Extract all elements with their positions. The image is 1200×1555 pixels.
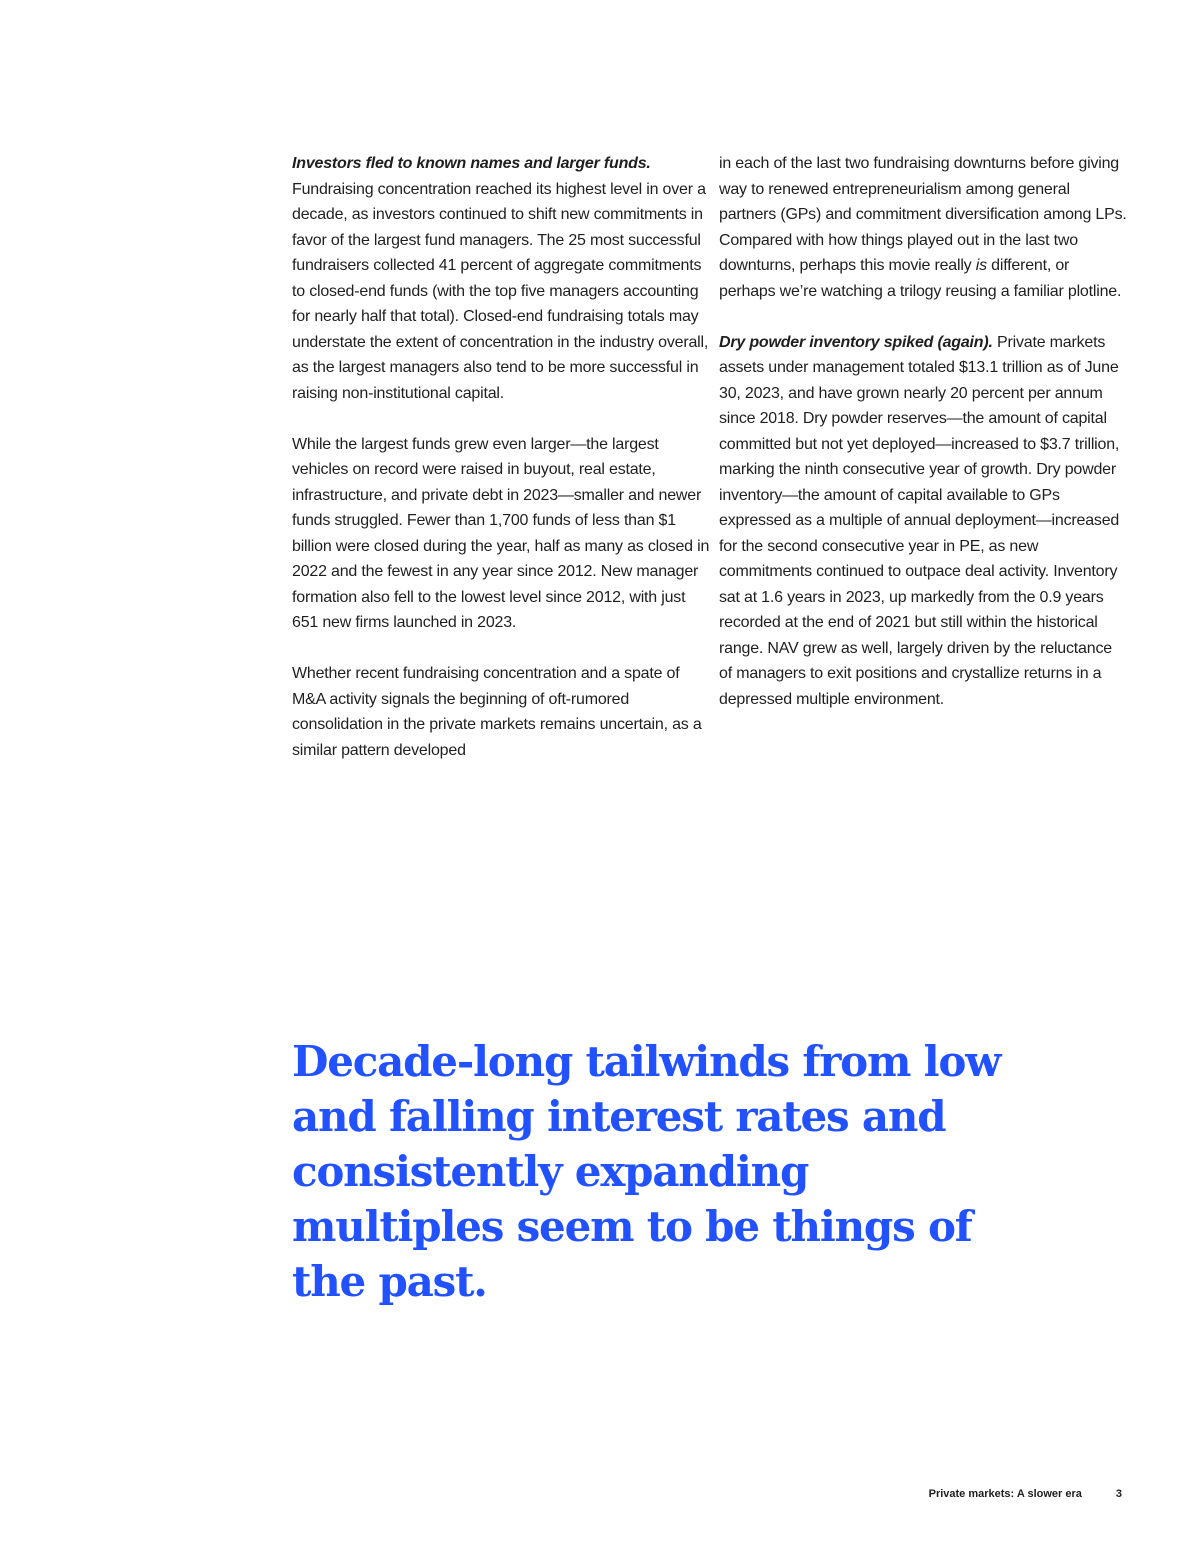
right-column bbox=[719, 151, 1129, 738]
paragraph-text: Private markets assets under management totaled $13.1 trillion as of June 30, 2023, and have grown nearly 20 percent per annum since 2018. Dry powder reserves—the amount of capital committed but not yet deployed—increased to $3.7 trillion, marking the ninth consecutive year of growth. Dry powder inventory—the amount of capital available to GPs expressed as a multiple of annual deployment—increased for the second consecutive year in PE, as new commitments continued to outpace deal activity. Inventory sat at 1.6 years in 2023, up markedly from the 0.9 years recorded at the end of 2021 but still within the historical range. NAV grew as well, largely driven by the reluctance of managers to exit positions and crystallize returns in a depressed multiple environment. bbox=[719, 333, 1120, 708]
paragraph-lead: Investors fled to known names and larger funds. bbox=[292, 155, 651, 172]
paragraph-downturns bbox=[719, 151, 1129, 304]
paragraph-text: different, or perhaps we’re watching a trilogy reusing a familiar plotline. bbox=[719, 257, 1122, 300]
paragraph-concentration bbox=[292, 151, 712, 406]
paragraph-lead: Dry powder inventory spiked (again). bbox=[719, 333, 993, 351]
pull-quote: Decade-long tailwinds from low and falling interest rates and consistently expanding multiples seem to be things of the past. bbox=[292, 1037, 1001, 1306]
paragraph-consolidation: Whether recent fundraising concentration and a spate of M&A activity signals the beginning of oft-rumored consolidation in the private markets remains uncertain, as a similar pattern developed bbox=[292, 665, 702, 759]
page-number: 3 bbox=[1115, 1488, 1122, 1500]
paragraph-largest-funds: While the largest funds grew even larger—the largest vehicles on record were raised in buyout, real estate, infrastructure, and private debt in 2023—smaller and newer funds struggled. Fewer than 1,700 funds of less than $1 billion were closed during the year, half as many as closed in 2022 and the fewest in any year since 2012. New manager formation also fell to the lowest level since 2012, with just 651 new firms launched in 2023. bbox=[292, 435, 710, 631]
paragraph-text: Fundraising concentration reached its highest level in over a decade, as investors continued to shift new commitments in favor of the largest fund managers. The 25 most successful fundraisers collected 41 percent of aggregate commitments to closed-end funds (with the top five managers accounting for nearly half that total). Closed-end fundraising totals may understate the extent of concentration in the industry overall, as the largest managers also tend to be more successful in raising non-institutional capital. bbox=[292, 180, 709, 402]
page-footer bbox=[929, 1488, 1122, 1500]
paragraph-dry-powder bbox=[719, 330, 1129, 713]
left-column bbox=[292, 151, 712, 789]
footer-title: Private markets: A slower era bbox=[928, 1488, 1082, 1500]
paragraph-text: in each of the last two fundraising downturns before giving way to renewed entrepreneurialism among general partners (GPs) and commitment diversification among LPs. Compared with how things played out in the last two downturns, perhaps this movie really bbox=[719, 155, 1127, 274]
emphasis-text: is bbox=[975, 257, 987, 274]
